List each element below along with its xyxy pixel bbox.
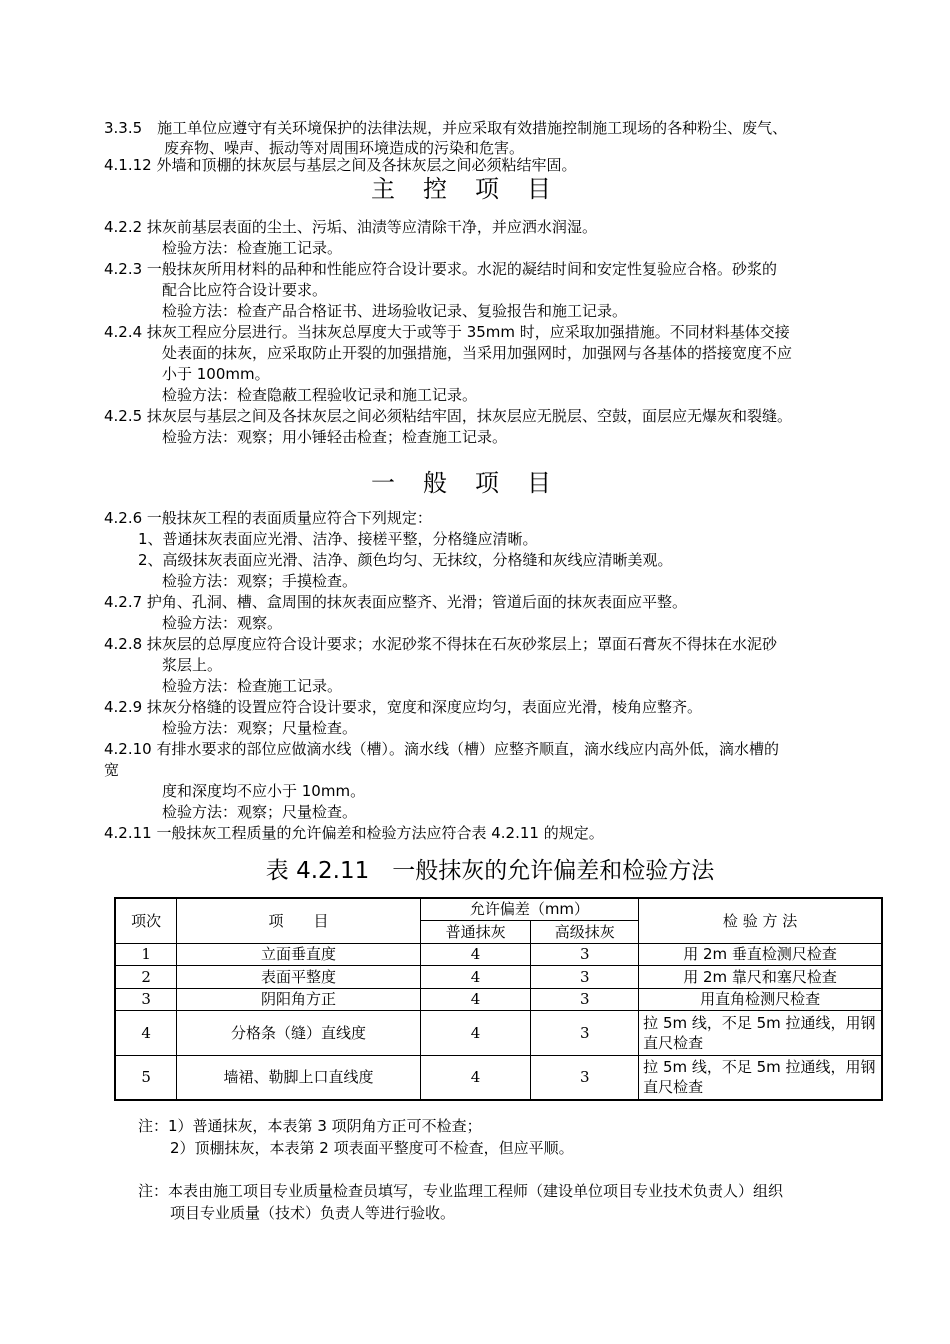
clause-4-2-8: 4.2.8 抹灰层的总厚度应符合设计要求；水泥砂浆不得抹在石灰砂浆层上；罩面石膏灰不得抹在水泥砂 (104, 635, 777, 653)
method-4-2-10: 检验方法：观察；尺量检查。 (162, 803, 358, 821)
table-header-row (115, 898, 882, 920)
row-normal: 4 (420, 943, 531, 965)
header-advanced: 高级抹灰 (531, 920, 639, 943)
method-4-2-7: 检验方法：观察。 (162, 614, 283, 632)
row-method: 拉 5m 线，不足 5m 拉通线，用钢直尺检查 (639, 1055, 882, 1100)
row-advanced: 3 (531, 1010, 639, 1055)
method-4-2-4: 检验方法：检查隐蔽工程验收记录和施工记录。 (162, 386, 478, 404)
row-advanced: 3 (531, 965, 639, 988)
clause-4-2-9: 4.2.9 抹灰分格缝的设置应符合设计要求，宽度和深度应均匀，表面应光滑，棱角应整齐。 (104, 698, 702, 716)
row-method: 用 2m 垂直检测尺检查 (639, 943, 882, 965)
table-row (115, 988, 882, 1010)
row-advanced: 3 (531, 943, 639, 965)
clause-4-2-10-wrap: 宽 (104, 761, 120, 779)
row-no: 2 (115, 965, 177, 988)
header-normal: 普通抹灰 (420, 920, 531, 943)
row-normal: 4 (420, 1055, 531, 1100)
method-4-2-2: 检验方法：检查施工记录。 (162, 239, 343, 257)
row-method: 用 2m 靠尺和塞尺检查 (639, 965, 882, 988)
clause-3-3-5-cont: 废弃物、噪声、振动等对周围环境造成的污染和危害。 (164, 139, 525, 157)
method-4-2-3: 检验方法：检查产品合格证书、进场验收记录、复验报告和施工记录。 (162, 302, 628, 320)
clause-4-2-2: 4.2.2 抹灰前基层表面的尘土、污垢、油渍等应清除干净，并应洒水润湿。 (104, 218, 597, 236)
method-4-2-8: 检验方法：检查施工记录。 (162, 677, 343, 695)
clause-4-2-6: 4.2.6 一般抹灰工程的表面质量应符合下列规定： (104, 509, 432, 527)
row-no: 5 (115, 1055, 177, 1100)
clause-4-2-3-cont: 配合比应符合设计要求。 (162, 281, 328, 299)
table-row (115, 943, 882, 965)
clause-4-2-4-cont1: 处表面的抹灰，应采取防止开裂的加强措施，当采用加强网时，加强网与各基体的搭接宽度不应 (162, 344, 793, 362)
clause-4-2-8-cont: 浆层上。 (162, 656, 223, 674)
row-advanced: 3 (531, 988, 639, 1010)
clause-4-2-4: 4.2.4 抹灰工程应分层进行。当抹灰总厚度大于或等于 35mm 时，应采取加强措施。不同材料基体交接 (104, 323, 790, 341)
row-item: 分格条（缝）直线度 (177, 1010, 420, 1055)
clause-4-2-6-item1: 1、普通抹灰表面应光滑、洁净、接槎平整，分格缝应清晰。 (138, 530, 538, 548)
row-no: 1 (115, 943, 177, 965)
clause-4-2-10: 4.2.10 有排水要求的部位应做滴水线（槽）。滴水线（槽）应整齐顺直，滴水线应内高外低，滴水槽的 (104, 740, 779, 758)
row-no: 4 (115, 1010, 177, 1055)
table-row (115, 965, 882, 988)
note-3: 注：本表由施工项目专业质量检查员填写，专业监理工程师（建设单位项目专业技术负责人）组织 (138, 1182, 784, 1200)
note-2: 2）顶棚抹灰，本表第 2 项表面平整度可不检查，但应平顺。 (170, 1139, 574, 1157)
table-row (115, 1010, 882, 1055)
row-method: 用直角检测尺检查 (639, 988, 882, 1010)
clause-4-2-4-cont2: 小于 100mm。 (162, 365, 270, 383)
heading-main-items: 主控项目 (371, 175, 579, 203)
row-no: 3 (115, 988, 177, 1010)
row-method: 拉 5m 线，不足 5m 拉通线，用钢直尺检查 (639, 1010, 882, 1055)
clause-3-3-5: 3.3.5 施工单位应遵守有关环境保护的法律法规，并应采取有效措施控制施工现场的各种粉尘、废气、 (104, 119, 788, 137)
clause-4-2-6-item2: 2、高级抹灰表面应光滑、洁净、颜色均匀、无抹纹，分格缝和灰线应清晰美观。 (138, 551, 673, 569)
row-item: 墙裙、勒脚上口直线度 (177, 1055, 420, 1100)
header-no: 项次 (115, 898, 177, 943)
clause-4-2-3: 4.2.3 一般抹灰所用材料的品种和性能应符合设计要求。水泥的凝结时间和安定性复验应合格。砂浆的 (104, 260, 777, 278)
method-4-2-6: 检验方法：观察；手摸检查。 (162, 572, 358, 590)
row-advanced: 3 (531, 1055, 639, 1100)
clause-4-2-5: 4.2.5 抹灰层与基层之间及各抹灰层之间必须粘结牢固，抹灰层应无脱层、空鼓，面层应无爆灰和裂缝。 (104, 407, 792, 425)
heading-general-items: 一般项目 (371, 469, 579, 497)
note-3-cont: 项目专业质量（技术）负责人等进行验收。 (170, 1204, 456, 1222)
table-row (115, 1055, 882, 1100)
note-1: 注：1）普通抹灰，本表第 3 项阴角方正可不检查； (138, 1117, 482, 1135)
row-normal: 4 (420, 1010, 531, 1055)
clause-4-2-7: 4.2.7 护角、孔洞、槽、盒周围的抹灰表面应整齐、光滑；管道后面的抹灰表面应平整。 (104, 593, 687, 611)
row-normal: 4 (420, 965, 531, 988)
tolerance-table (114, 897, 883, 1101)
method-4-2-9: 检验方法：观察；尺量检查。 (162, 719, 358, 737)
row-item: 表面平整度 (177, 965, 420, 988)
clause-4-1-12: 4.1.12 外墙和顶棚的抹灰层与基层之间及各抹灰层之间必须粘结牢固。 (104, 156, 577, 174)
clause-4-2-11: 4.2.11 一般抹灰工程质量的允许偏差和检验方法应符合表 4.2.11 的规定。 (104, 824, 604, 842)
row-item: 阴阳角方正 (177, 988, 420, 1010)
method-4-2-5: 检验方法：观察；用小锤轻击检查；检查施工记录。 (162, 428, 508, 446)
header-allowed: 允许偏差（mm） (420, 898, 638, 920)
row-item: 立面垂直度 (177, 943, 420, 965)
header-method: 检 验 方 法 (639, 898, 882, 943)
row-normal: 4 (420, 988, 531, 1010)
clause-4-2-10-cont: 度和深度均不应小于 10mm。 (162, 782, 366, 800)
header-item: 项 目 (177, 898, 420, 943)
table-title: 表 4.2.11 一般抹灰的允许偏差和检验方法 (265, 858, 715, 884)
